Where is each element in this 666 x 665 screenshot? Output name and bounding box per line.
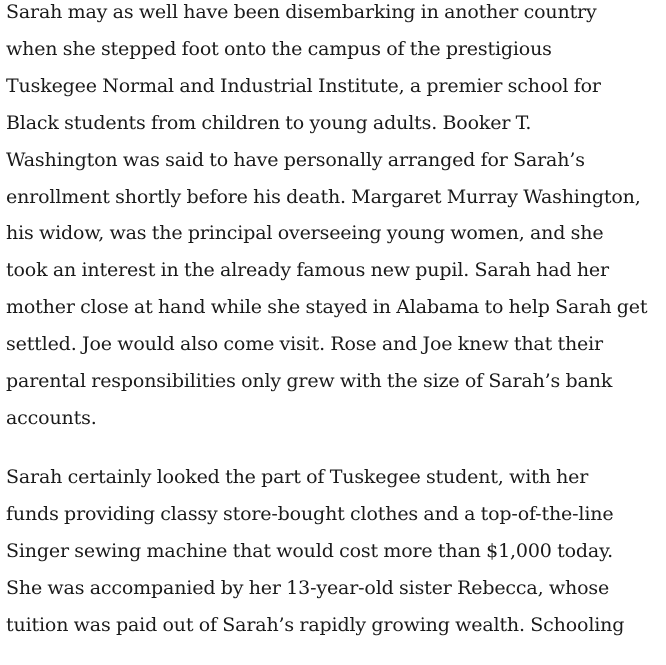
text-line: when she stepped foot onto the campus of the prestigious xyxy=(6,37,552,60)
article-body xyxy=(6,0,660,665)
paragraph-1 xyxy=(6,0,660,437)
text-line: his widow, was the principal overseeing young women, and she xyxy=(6,222,604,245)
text-line: Black students from children to young adults. Booker T. xyxy=(6,111,532,134)
text-line: parental responsibilities only grew with the size of Sarah’s bank xyxy=(6,370,613,393)
paragraph-2 xyxy=(6,459,660,644)
text-line: She was accompanied by her 13-year-old sister Rebecca, whose xyxy=(6,576,610,599)
text-line: settled. Joe would also come visit. Rose and Joe knew that their xyxy=(6,333,603,356)
text-line: accounts. xyxy=(6,406,97,429)
text-line: tuition was paid out of Sarah’s rapidly growing wealth. Schooling xyxy=(6,613,625,636)
text-line: took an interest in the already famous new pupil. Sarah had her xyxy=(6,259,609,282)
text-line: enrollment shortly before his death. Margaret Murray Washington, xyxy=(6,185,641,208)
text-line: Sarah certainly looked the part of Tuskegee student, with her xyxy=(6,465,589,488)
text-line: Tuskegee Normal and Industrial Institute, a premier school for xyxy=(6,74,601,97)
text-line: Singer sewing machine that would cost more than $1,000 today. xyxy=(6,539,614,562)
text-line: mother close at hand while she stayed in Alabama to help Sarah get xyxy=(6,296,648,319)
text-line: Sarah may as well have been disembarking in another country xyxy=(6,1,597,23)
text-line: Washington was said to have personally arranged for Sarah’s xyxy=(6,148,585,171)
text-line: funds providing classy store-bought clothes and a top-of-the-line xyxy=(6,502,614,525)
